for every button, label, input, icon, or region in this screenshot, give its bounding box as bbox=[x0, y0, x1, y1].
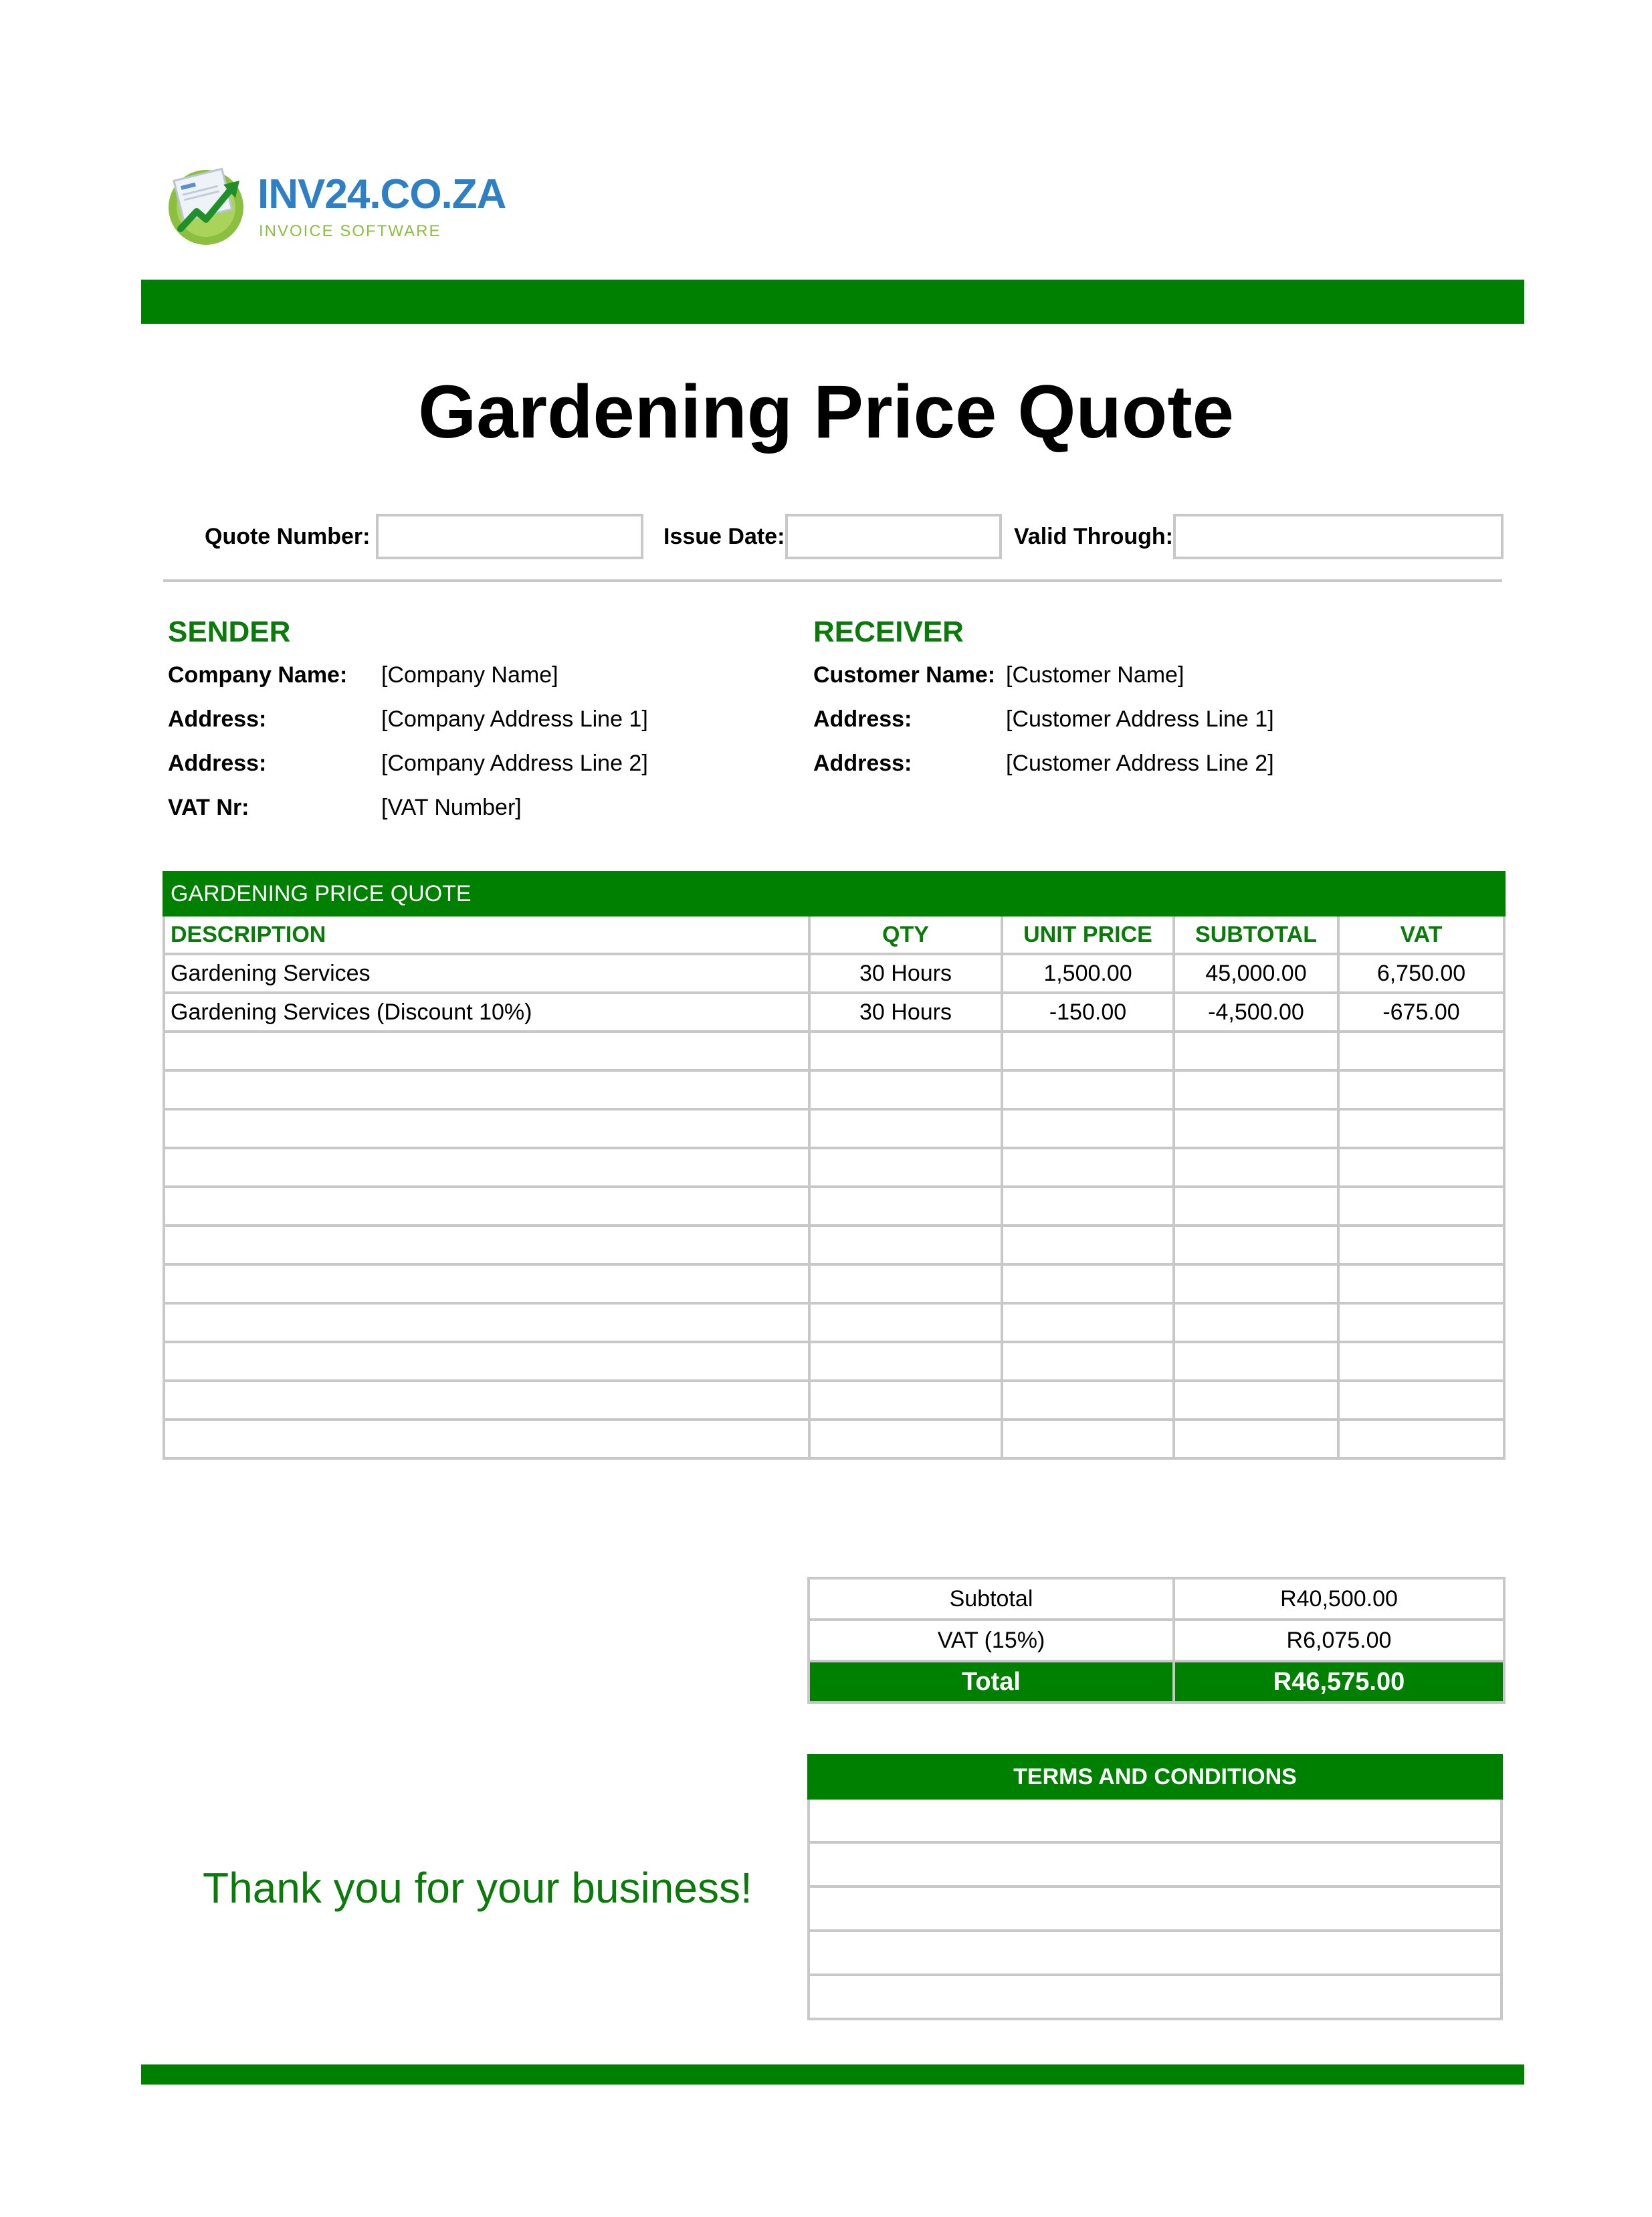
empty-cell[interactable] bbox=[809, 1070, 1002, 1109]
empty-cell[interactable] bbox=[1002, 1070, 1174, 1109]
empty-cell[interactable] bbox=[1174, 1381, 1338, 1420]
empty-cell[interactable] bbox=[1174, 1187, 1338, 1226]
terms-heading: TERMS AND CONDITIONS bbox=[809, 1755, 1502, 1798]
table-row bbox=[164, 993, 1504, 1032]
receiver-address1-value: [Customer Address Line 1] bbox=[1006, 706, 1274, 732]
table-row bbox=[164, 1187, 1504, 1226]
item-qty[interactable]: 30 Hours bbox=[809, 954, 1002, 993]
item-vat[interactable]: 6,750.00 bbox=[1338, 954, 1504, 993]
empty-cell[interactable] bbox=[1002, 1342, 1174, 1381]
empty-cell[interactable] bbox=[164, 1148, 809, 1187]
items-header-row bbox=[164, 915, 1504, 954]
empty-cell[interactable] bbox=[1002, 1264, 1174, 1303]
subtotal-row bbox=[809, 1578, 1504, 1620]
empty-cell[interactable] bbox=[1002, 1109, 1174, 1148]
col-subtotal: SUBTOTAL bbox=[1174, 915, 1338, 954]
terms-header-row bbox=[809, 1755, 1502, 1798]
bottom-accent-bar bbox=[141, 2064, 1524, 2085]
empty-cell[interactable] bbox=[164, 1187, 809, 1226]
item-qty[interactable]: 30 Hours bbox=[809, 993, 1002, 1032]
empty-rows bbox=[164, 1032, 1504, 1458]
sender-address2-label: Address: bbox=[168, 751, 267, 776]
terms-line-cell[interactable] bbox=[809, 1931, 1502, 1975]
empty-cell[interactable] bbox=[164, 1342, 809, 1381]
col-vat: VAT bbox=[1338, 915, 1504, 954]
table-row bbox=[164, 954, 1504, 993]
empty-cell[interactable] bbox=[1338, 1226, 1504, 1264]
terms-line-cell[interactable] bbox=[809, 1975, 1502, 2019]
empty-cell[interactable] bbox=[809, 1226, 1002, 1264]
receiver-name-label: Customer Name: bbox=[813, 662, 996, 688]
table-row bbox=[164, 1070, 1504, 1109]
items-caption-row bbox=[164, 872, 1504, 915]
empty-cell[interactable] bbox=[1002, 1032, 1174, 1070]
valid-through-label: Valid Through: bbox=[1014, 524, 1173, 549]
empty-cell[interactable] bbox=[1002, 1303, 1174, 1342]
empty-cell[interactable] bbox=[1338, 1148, 1504, 1187]
empty-cell[interactable] bbox=[164, 1032, 809, 1070]
empty-cell[interactable] bbox=[1338, 1264, 1504, 1303]
total-value: R46,575.00 bbox=[1174, 1661, 1504, 1703]
logo-tagline: INVOICE SOFTWARE bbox=[259, 222, 441, 240]
thank-you-message: Thank you for your business! bbox=[203, 1864, 752, 1912]
item-subtotal[interactable]: 45,000.00 bbox=[1174, 954, 1338, 993]
sender-address1-value: [Company Address Line 1] bbox=[381, 706, 648, 732]
vat-label: VAT (15%) bbox=[809, 1620, 1174, 1661]
items-table bbox=[163, 871, 1506, 1460]
receiver-name-value: [Customer Name] bbox=[1006, 662, 1184, 688]
table-row bbox=[164, 1148, 1504, 1187]
table-row bbox=[164, 1264, 1504, 1303]
empty-cell[interactable] bbox=[1338, 1070, 1504, 1109]
empty-cell[interactable] bbox=[1174, 1070, 1338, 1109]
company-logo bbox=[165, 159, 506, 246]
terms-table bbox=[807, 1754, 1503, 2020]
divider bbox=[163, 579, 1502, 582]
item-vat[interactable]: -675.00 bbox=[1338, 993, 1504, 1032]
table-row bbox=[164, 1303, 1504, 1342]
empty-cell[interactable] bbox=[1338, 1303, 1504, 1342]
top-accent-bar bbox=[141, 280, 1524, 324]
sender-vat-value: [VAT Number] bbox=[381, 795, 522, 820]
empty-cell[interactable] bbox=[1002, 1381, 1174, 1420]
table-row bbox=[164, 1342, 1504, 1381]
receiver-heading: RECEIVER bbox=[813, 615, 964, 648]
empty-cell[interactable] bbox=[809, 1032, 1002, 1070]
empty-cell[interactable] bbox=[164, 1070, 809, 1109]
empty-cell[interactable] bbox=[1338, 1342, 1504, 1381]
item-subtotal[interactable]: -4,500.00 bbox=[1174, 993, 1338, 1032]
terms-line bbox=[809, 1887, 1502, 1931]
empty-cell[interactable] bbox=[1338, 1032, 1504, 1070]
sender-company-label: Company Name: bbox=[168, 662, 348, 688]
empty-cell[interactable] bbox=[809, 1303, 1002, 1342]
table-row bbox=[164, 1381, 1504, 1420]
terms-line-cell[interactable] bbox=[809, 1798, 1502, 1842]
receiver-address2-value: [Customer Address Line 2] bbox=[1006, 751, 1274, 776]
col-qty: QTY bbox=[809, 915, 1002, 954]
item-description[interactable]: Gardening Services (Discount 10%) bbox=[164, 993, 809, 1032]
logo-brand-text: INV24.CO.ZA bbox=[257, 171, 506, 217]
empty-cell[interactable] bbox=[164, 1226, 809, 1264]
vat-row bbox=[809, 1620, 1504, 1661]
sender-vat-label: VAT Nr: bbox=[168, 795, 249, 820]
empty-cell[interactable] bbox=[1174, 1109, 1338, 1148]
table-row bbox=[164, 1032, 1504, 1070]
terms-line-cell[interactable] bbox=[809, 1887, 1502, 1931]
empty-cell[interactable] bbox=[1002, 1226, 1174, 1264]
item-description[interactable]: Gardening Services bbox=[164, 954, 809, 993]
empty-cell[interactable] bbox=[1338, 1381, 1504, 1420]
receiver-address2-label: Address: bbox=[813, 751, 912, 776]
col-description: DESCRIPTION bbox=[164, 915, 809, 954]
quote-number-field[interactable] bbox=[376, 514, 643, 559]
empty-cell[interactable] bbox=[164, 1420, 809, 1458]
empty-cell[interactable] bbox=[809, 1148, 1002, 1187]
empty-cell[interactable] bbox=[1174, 1032, 1338, 1070]
empty-cell[interactable] bbox=[1174, 1342, 1338, 1381]
empty-cell[interactable] bbox=[164, 1303, 809, 1342]
item-unit-price[interactable]: -150.00 bbox=[1002, 993, 1174, 1032]
empty-cell[interactable] bbox=[1338, 1187, 1504, 1226]
empty-cell[interactable] bbox=[809, 1109, 1002, 1148]
terms-line bbox=[809, 1798, 1502, 1842]
empty-cell[interactable] bbox=[1338, 1109, 1504, 1148]
receiver-address1-label: Address: bbox=[813, 706, 912, 732]
sender-address2-value: [Company Address Line 2] bbox=[381, 751, 648, 776]
col-unit-price: UNIT PRICE bbox=[1002, 915, 1174, 954]
table-row bbox=[164, 1226, 1504, 1264]
empty-cell[interactable] bbox=[809, 1342, 1002, 1381]
subtotal-value: R40,500.00 bbox=[1174, 1578, 1504, 1620]
empty-cell[interactable] bbox=[164, 1264, 809, 1303]
invoice-growth-arrow-icon bbox=[165, 159, 251, 246]
valid-through-field[interactable] bbox=[1173, 514, 1504, 559]
empty-cell[interactable] bbox=[1002, 1420, 1174, 1458]
empty-cell[interactable] bbox=[164, 1109, 809, 1148]
empty-cell[interactable] bbox=[1002, 1187, 1174, 1226]
quote-number-label: Quote Number: bbox=[205, 524, 371, 549]
vat-value: R6,075.00 bbox=[1174, 1620, 1504, 1661]
empty-cell[interactable] bbox=[1002, 1148, 1174, 1187]
empty-cell[interactable] bbox=[1174, 1264, 1338, 1303]
total-label: Total bbox=[809, 1661, 1174, 1703]
issue-date-field[interactable] bbox=[785, 514, 1002, 559]
empty-cell[interactable] bbox=[1174, 1148, 1338, 1187]
items-caption: GARDENING PRICE QUOTE bbox=[164, 872, 1504, 915]
empty-cell[interactable] bbox=[1174, 1303, 1338, 1342]
terms-line bbox=[809, 1931, 1502, 1975]
table-row bbox=[164, 1109, 1504, 1148]
totals-table bbox=[807, 1577, 1506, 1704]
empty-cell[interactable] bbox=[809, 1381, 1002, 1420]
empty-cell[interactable] bbox=[1338, 1420, 1504, 1458]
terms-line bbox=[809, 1975, 1502, 2019]
empty-cell[interactable] bbox=[809, 1264, 1002, 1303]
empty-cell[interactable] bbox=[1174, 1420, 1338, 1458]
empty-cell[interactable] bbox=[164, 1381, 809, 1420]
sender-address1-label: Address: bbox=[168, 706, 267, 732]
empty-cell[interactable] bbox=[809, 1420, 1002, 1458]
item-unit-price[interactable]: 1,500.00 bbox=[1002, 954, 1174, 993]
empty-cell[interactable] bbox=[809, 1187, 1002, 1226]
issue-date-label: Issue Date: bbox=[663, 524, 785, 549]
total-row bbox=[809, 1661, 1504, 1703]
sender-heading: SENDER bbox=[168, 615, 291, 648]
terms-line bbox=[809, 1842, 1502, 1887]
terms-line-cell[interactable] bbox=[809, 1842, 1502, 1887]
table-row bbox=[164, 1420, 1504, 1458]
document-title: Gardening Price Quote bbox=[418, 370, 1234, 454]
empty-cell[interactable] bbox=[1174, 1226, 1338, 1264]
subtotal-label: Subtotal bbox=[809, 1578, 1174, 1620]
sender-company-value: [Company Name] bbox=[381, 662, 558, 688]
